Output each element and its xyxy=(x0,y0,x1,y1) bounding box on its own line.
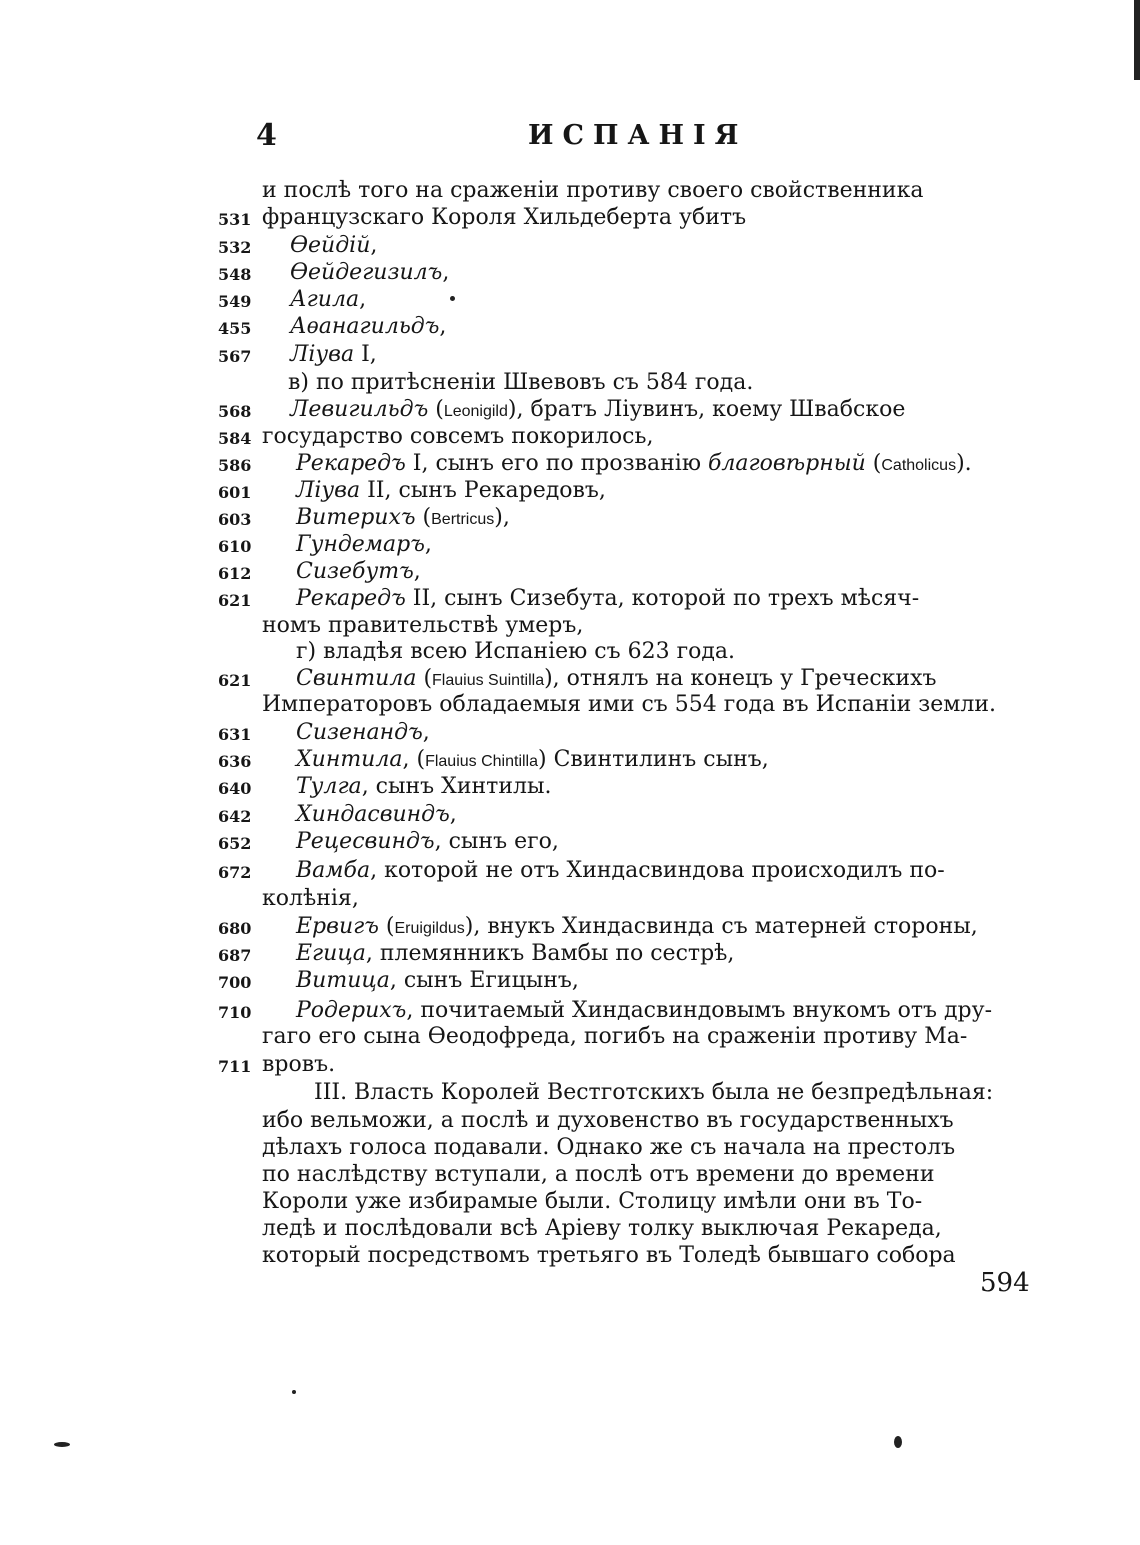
year-marker: 584 xyxy=(218,429,252,448)
text-run: ), отнялъ на конецъ у Греческихъ xyxy=(544,666,937,691)
ruler-name: Свинтила xyxy=(296,666,417,691)
line-text xyxy=(290,340,377,370)
latin-name: Catholicus xyxy=(881,457,957,474)
line-text xyxy=(288,368,753,398)
line-text xyxy=(314,1078,993,1108)
text-run: колѣнія, xyxy=(262,886,359,911)
text-line xyxy=(0,800,1140,830)
text-run: ), xyxy=(494,505,510,530)
line-text xyxy=(262,1133,955,1163)
text-line xyxy=(0,1078,1140,1108)
ruler-name: Тулга xyxy=(296,774,362,799)
ruler-name: Егица xyxy=(296,941,366,966)
ruler-name: Сизенандъ xyxy=(296,720,423,745)
text-line xyxy=(0,1022,1140,1052)
text-run: II, сынъ Сизебута, которой по трехъ мѣсяч- xyxy=(405,586,920,611)
text-run: , xyxy=(359,287,367,312)
ink-speck xyxy=(1134,0,1140,80)
text-line xyxy=(0,285,1140,315)
text-line xyxy=(0,884,1140,914)
text-run: ( xyxy=(428,397,444,422)
text-run: I, сынъ его по прозванію xyxy=(405,451,708,476)
latin-name: Leonigild xyxy=(443,403,508,420)
line-text xyxy=(296,557,421,587)
text-run: в) по притѣсненіи Швевовъ съ 584 года. xyxy=(288,370,754,395)
ruler-name: Хинтила xyxy=(296,747,403,772)
text-line xyxy=(0,203,1140,233)
ruler-name: Левигильдъ xyxy=(290,397,429,422)
year-marker: 531 xyxy=(218,210,252,229)
text-run: дѣлахъ голоса подавали. Однако же съ начала на престолъ xyxy=(262,1135,956,1160)
line-text xyxy=(262,1050,335,1080)
year-marker: 700 xyxy=(218,973,252,992)
line-text xyxy=(296,718,430,748)
latin-name: Flauius Chintilla xyxy=(425,753,538,770)
line-text xyxy=(290,258,449,288)
ruler-name: Агила xyxy=(290,287,360,312)
ink-speck xyxy=(54,1442,70,1447)
text-run: и послѣ того на сраженіи противу своего свойственника xyxy=(262,178,924,203)
text-line xyxy=(0,966,1140,996)
ruler-name: Ліува xyxy=(296,478,361,503)
text-line xyxy=(0,939,1140,969)
text-run: по наслѣдству вступали, а послѣ отъ времени до времени xyxy=(262,1162,935,1187)
text-line xyxy=(0,530,1140,560)
year-marker: 610 xyxy=(218,537,252,556)
page-header xyxy=(0,118,1140,158)
text-run: , сынъ его, xyxy=(434,829,559,854)
text-run: ), внукъ Хиндасвинда съ матерней стороны, xyxy=(464,914,978,939)
text-run: государство совсемъ покорилось, xyxy=(262,424,654,449)
text-run: ) Свинтилинъ сынъ, xyxy=(538,747,769,772)
text-run: , xyxy=(439,314,447,339)
ruler-name: Ервигъ xyxy=(296,914,379,939)
year-marker: 455 xyxy=(218,319,252,338)
text-run: , почитаемый Хиндасвиндовымъ внукомъ отъ дру- xyxy=(406,998,993,1023)
year-marker: 568 xyxy=(218,402,252,421)
year-marker: 621 xyxy=(218,671,252,690)
line-text xyxy=(296,772,551,802)
year-marker: 672 xyxy=(218,863,252,882)
text-run: ( xyxy=(415,505,432,530)
year-marker: 549 xyxy=(218,292,252,311)
line-text xyxy=(262,422,653,452)
line-text xyxy=(262,1214,942,1244)
text-line xyxy=(0,856,1140,886)
line-text xyxy=(262,1187,922,1217)
text-run: номъ правительствѣ умеръ, xyxy=(262,613,584,638)
text-run: ). xyxy=(956,451,972,476)
text-line xyxy=(0,422,1140,452)
text-run: , xyxy=(424,532,432,557)
text-line xyxy=(0,258,1140,288)
line-text xyxy=(262,1160,934,1190)
text-run: вровъ. xyxy=(262,1052,336,1077)
line-text xyxy=(262,884,359,914)
text-run: г) владѣя всею Испаніею съ 623 года. xyxy=(296,639,736,664)
text-run: который посредствомъ третьяго въ Толедѣ бывшаго собора xyxy=(262,1243,956,1268)
text-line xyxy=(0,176,1140,206)
text-run: , xyxy=(449,802,457,827)
text-run: , xyxy=(422,720,430,745)
ruler-name: Родерихъ xyxy=(296,998,407,1023)
year-marker: 548 xyxy=(218,265,252,284)
year-marker: 612 xyxy=(218,564,252,583)
text-line xyxy=(0,1133,1140,1163)
page-number: 4 xyxy=(256,118,277,153)
catchword: 594 xyxy=(980,1268,1030,1298)
text-run: , xyxy=(413,559,421,584)
year-marker: 631 xyxy=(218,725,252,744)
text-line xyxy=(0,231,1140,261)
line-text xyxy=(296,584,919,614)
year-marker: 586 xyxy=(218,456,252,475)
line-text xyxy=(296,530,432,560)
year-marker: 680 xyxy=(218,919,252,938)
text-line xyxy=(0,912,1140,942)
ruler-name: благовѣрный xyxy=(707,451,866,476)
line-text xyxy=(296,800,457,830)
line-text xyxy=(296,476,606,506)
text-line xyxy=(0,368,1140,398)
text-line xyxy=(0,1050,1140,1080)
text-line xyxy=(0,1241,1140,1271)
year-marker: 652 xyxy=(218,834,252,853)
latin-name: Eruigildus xyxy=(394,920,465,937)
line-text xyxy=(262,1022,967,1052)
ink-speck xyxy=(894,1436,902,1448)
year-marker: 687 xyxy=(218,946,252,965)
text-run: ( xyxy=(378,914,395,939)
line-text xyxy=(290,285,366,315)
text-run: , которой не отъ Хиндасвиндова происходилъ по- xyxy=(370,858,945,883)
line-text xyxy=(262,176,923,206)
ruler-name: Вамба xyxy=(296,858,371,883)
ruler-name: Рекаредъ xyxy=(296,451,406,476)
text-line xyxy=(0,772,1140,802)
line-text xyxy=(296,637,735,667)
text-line xyxy=(0,340,1140,370)
year-marker: 601 xyxy=(218,483,252,502)
ruler-name: Хиндасвиндъ xyxy=(296,802,450,827)
year-marker: 567 xyxy=(218,347,252,366)
text-line xyxy=(0,557,1140,587)
text-run: , племянникъ Вамбы по сестрѣ, xyxy=(365,941,735,966)
text-run: , xyxy=(442,260,450,285)
text-line xyxy=(0,1187,1140,1217)
text-line xyxy=(0,476,1140,506)
text-line xyxy=(0,584,1140,614)
text-run: , сынъ Хинтилы. xyxy=(361,774,552,799)
ruler-name: Ѳейдегизилъ xyxy=(290,260,443,285)
line-text xyxy=(296,856,945,886)
ruler-name: Рекаредъ xyxy=(296,586,406,611)
text-run: ), братъ Ліувинъ, коему Швабское xyxy=(507,397,906,422)
year-marker: 711 xyxy=(218,1057,252,1076)
line-text xyxy=(262,1106,954,1136)
ink-speck xyxy=(450,296,455,301)
year-marker: 621 xyxy=(218,591,252,610)
text-run: ( xyxy=(865,451,882,476)
text-line xyxy=(0,718,1140,748)
text-line xyxy=(0,312,1140,342)
running-title: ИСПАНІЯ xyxy=(528,120,748,151)
text-run: , ( xyxy=(402,747,426,772)
ruler-name: Витица xyxy=(296,968,390,993)
ink-speck xyxy=(292,1390,296,1394)
line-text xyxy=(262,1241,956,1271)
text-line xyxy=(0,503,1140,533)
text-run: ибо вельможи, а послѣ и духовенство въ государственныхъ xyxy=(262,1108,954,1133)
text-line xyxy=(0,395,1140,425)
text-line xyxy=(0,1214,1140,1244)
line-text xyxy=(290,312,446,342)
line-text xyxy=(262,690,996,720)
latin-name: Bertricus xyxy=(431,511,495,528)
year-marker: 636 xyxy=(218,752,252,771)
year-marker: 640 xyxy=(218,779,252,798)
text-run: , xyxy=(370,233,378,258)
year-marker: 603 xyxy=(218,510,252,529)
text-line xyxy=(0,1160,1140,1190)
ruler-name: Ліува xyxy=(290,342,355,367)
latin-name: Flauius Suintilla xyxy=(432,672,545,689)
text-run: ( xyxy=(416,666,433,691)
line-text xyxy=(290,231,377,261)
text-run: Императоровъ обладаемыя ими съ 554 года въ Испаніи земли. xyxy=(262,692,996,717)
year-marker: 532 xyxy=(218,238,252,257)
line-text xyxy=(296,939,734,969)
line-text xyxy=(296,827,559,857)
text-run: французскаго Короля Хильдеберта убитъ xyxy=(262,205,747,230)
ruler-name: Аѳанагильдъ xyxy=(290,314,440,339)
year-marker: 710 xyxy=(218,1003,252,1022)
ruler-name: Гундемаръ xyxy=(296,532,425,557)
year-marker: 642 xyxy=(218,807,252,826)
text-run: ледѣ и послѣдовали всѣ Аріеву толку выключая Рекареда, xyxy=(262,1216,942,1241)
line-text xyxy=(296,966,579,996)
text-line xyxy=(0,827,1140,857)
ruler-name: Сизебутъ xyxy=(296,559,414,584)
text-line xyxy=(0,637,1140,667)
ruler-name: Ѳейдій xyxy=(290,233,371,258)
ruler-name: Рецесвиндъ xyxy=(296,829,435,854)
text-run: I, xyxy=(354,342,377,367)
text-line xyxy=(0,745,1140,775)
text-run: Короли уже избирамые были. Столицу имѣли они въ То- xyxy=(262,1189,923,1214)
text-line xyxy=(0,449,1140,479)
text-run: , сынъ Егицынъ, xyxy=(389,968,579,993)
text-run: III. Власть Королей Вестготскихъ была не безпредѣльная: xyxy=(314,1080,994,1105)
text-run: II, сынъ Рекаредовъ, xyxy=(360,478,606,503)
ruler-name: Витерихъ xyxy=(296,505,416,530)
line-text xyxy=(262,203,746,233)
text-line xyxy=(0,690,1140,720)
text-run: гаго его сына Ѳеодофреда, погибъ на сраженіи противу Ма- xyxy=(262,1024,968,1049)
text-line xyxy=(0,1106,1140,1136)
